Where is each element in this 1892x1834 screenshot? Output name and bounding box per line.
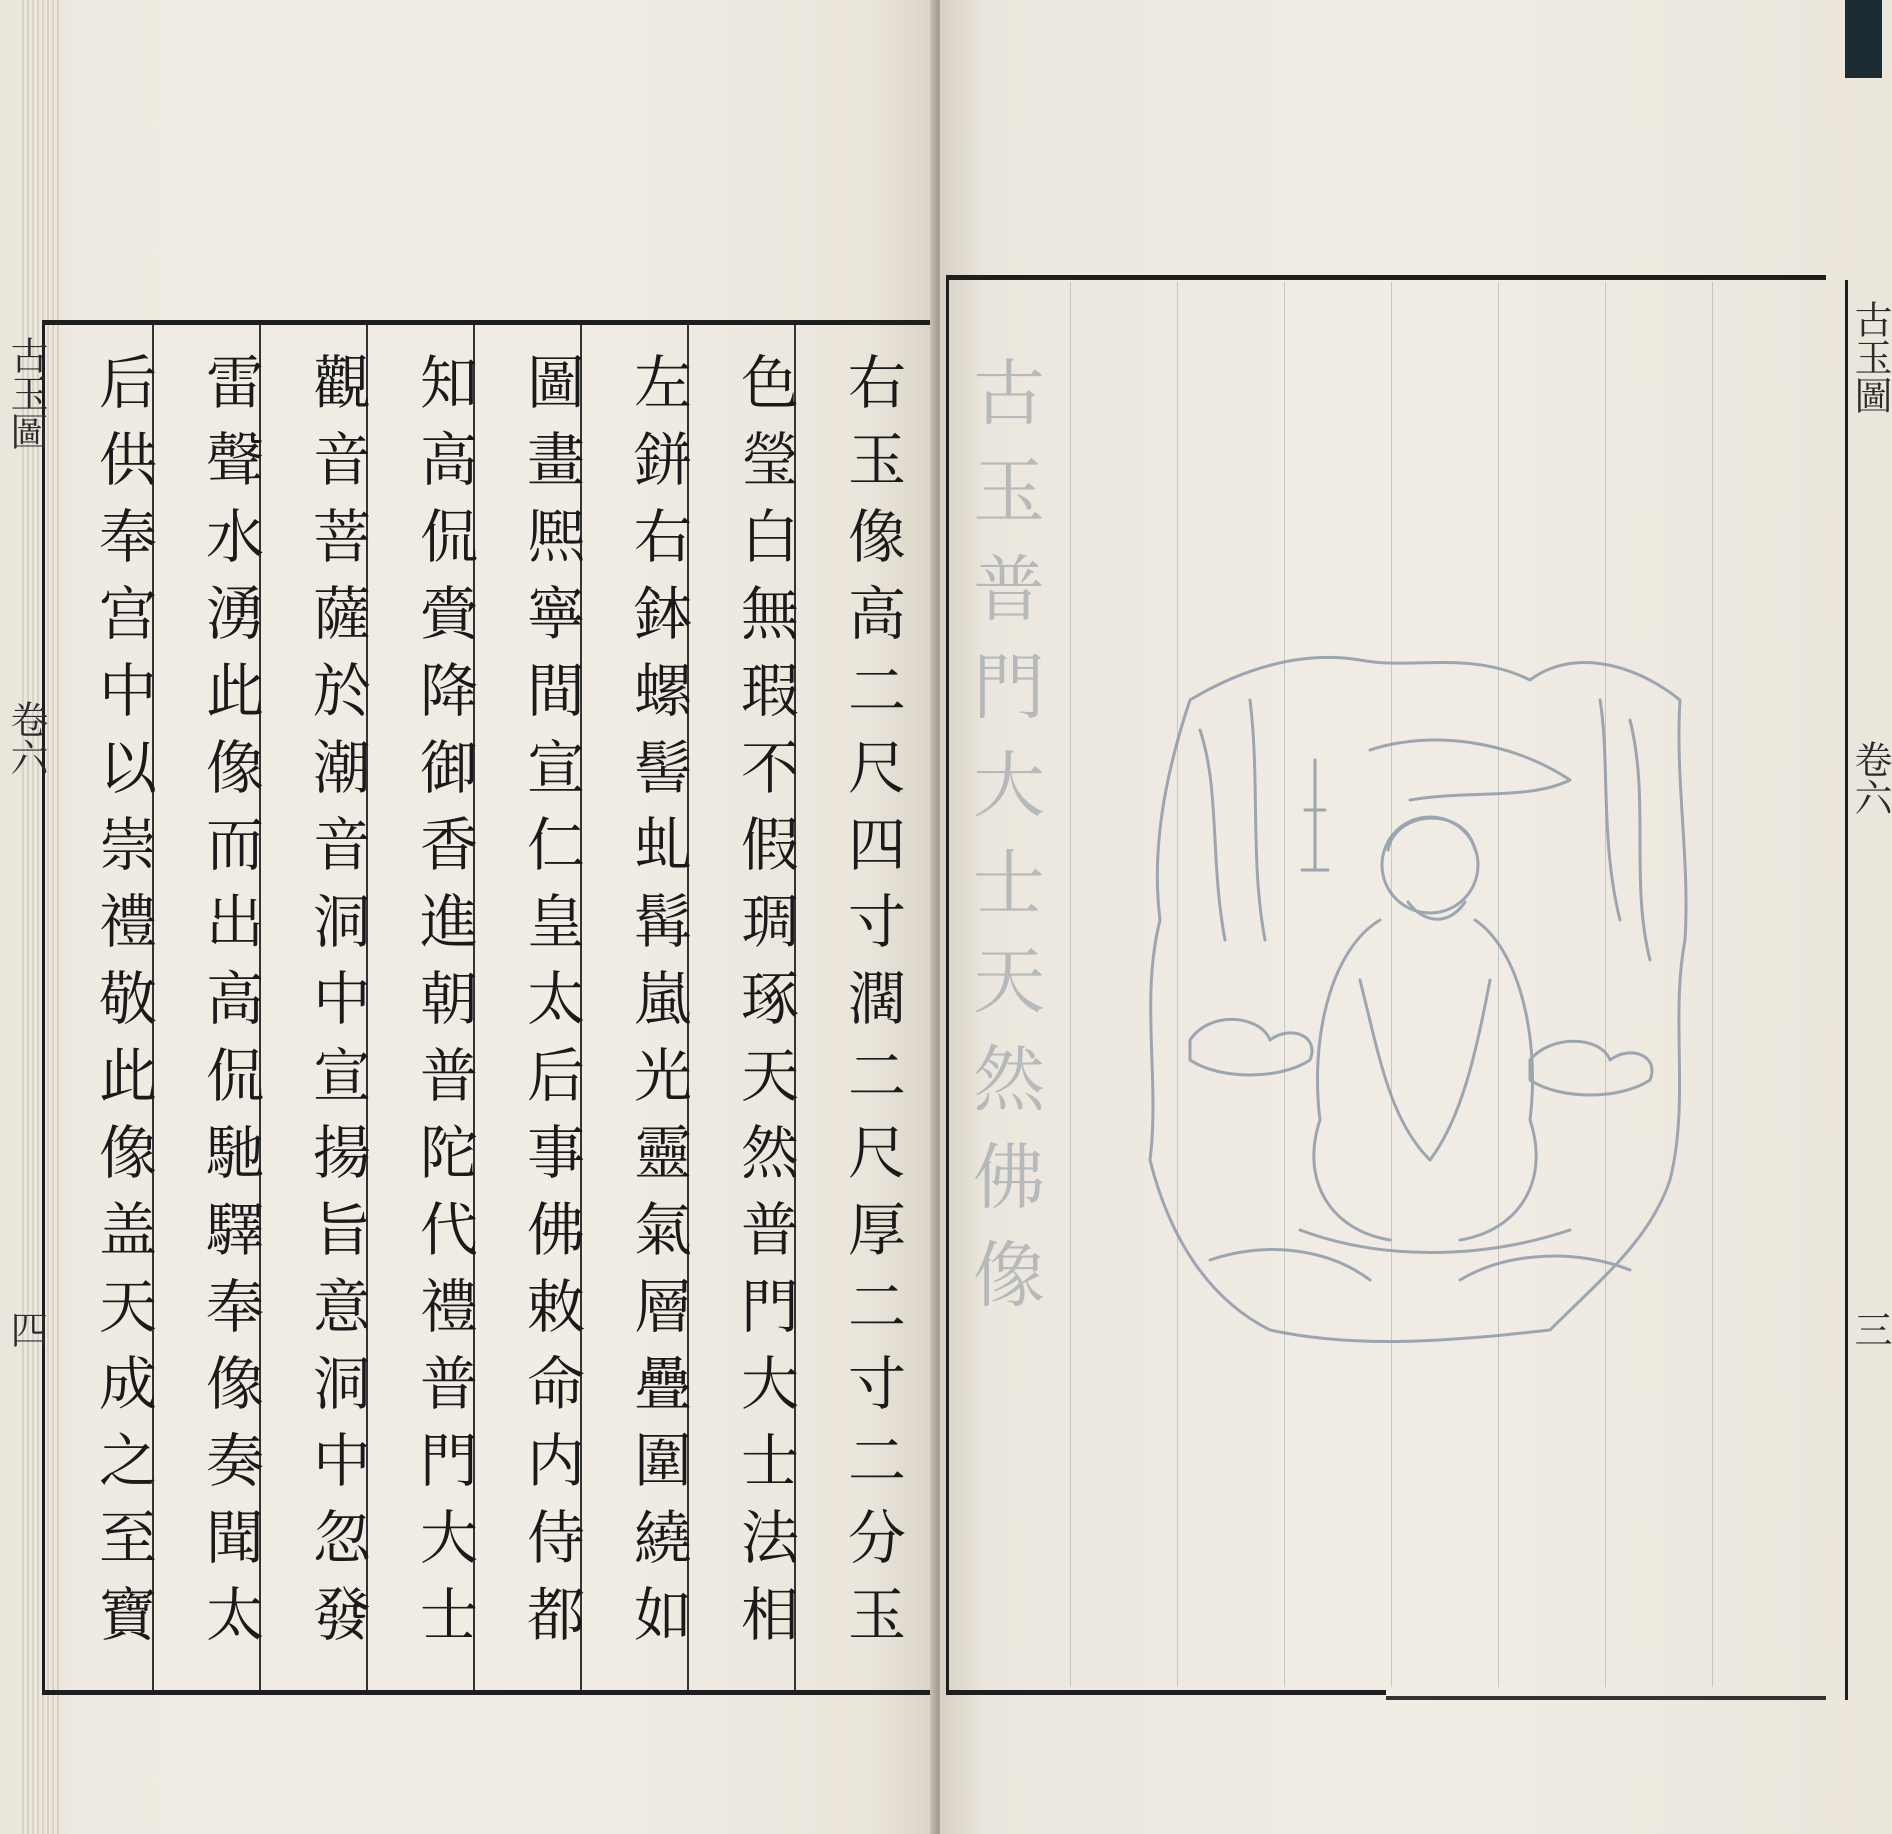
text-column-1: 右玉像高二尺四寸濶二尺厚二寸二分玉 [838, 352, 906, 1661]
illustration-title: 古玉普門大士天然佛像 [961, 355, 1045, 1335]
frame-left [946, 278, 949, 1692]
text-column-3: 左鉼右鉢螺髻虬髯嵐光靈氣層疊圍繞如 [624, 352, 692, 1661]
text-column-7: 雷聲水湧此像而出高侃馳驛奉像奏聞太 [196, 352, 264, 1661]
text-column-5: 知高侃賫降御香進朝普陀代禮普門大士 [410, 352, 478, 1661]
buddha-figure-illustration [1130, 640, 1700, 1360]
left-margin-volume: 卷六 [4, 700, 48, 776]
right-margin-title: 古玉圖 [1848, 300, 1892, 414]
frame-top [42, 320, 942, 325]
left-margin-page: 四 [4, 1310, 48, 1348]
text-column-6: 觀音菩薩於潮音洞中宣揚旨意洞中忽發 [303, 352, 371, 1661]
left-page [4, 0, 937, 1834]
right-margin-page: 三 [1848, 1310, 1892, 1348]
left-margin-title: 古玉圖 [4, 336, 48, 450]
text-column-2: 色瑩白無瑕不假琱琢天然普門大士法相 [731, 352, 799, 1661]
text-column-4: 圖畫熈寧間宣仁皇太后事佛敕命内侍都 [517, 352, 585, 1661]
guide-line [1712, 282, 1713, 1687]
frame-top [946, 275, 1826, 280]
right-margin-volume: 卷六 [1848, 740, 1892, 816]
frame-right [1845, 280, 1848, 1700]
text-column-8: 后供奉宫中以崇禮敬此像盖天成之至寶 [89, 352, 157, 1661]
frame-bottom-right [1386, 1696, 1826, 1700]
guide-line [1070, 282, 1071, 1687]
frame-bottom [946, 1690, 1386, 1695]
frame-left [42, 322, 45, 1692]
page-clip [1845, 0, 1882, 78]
